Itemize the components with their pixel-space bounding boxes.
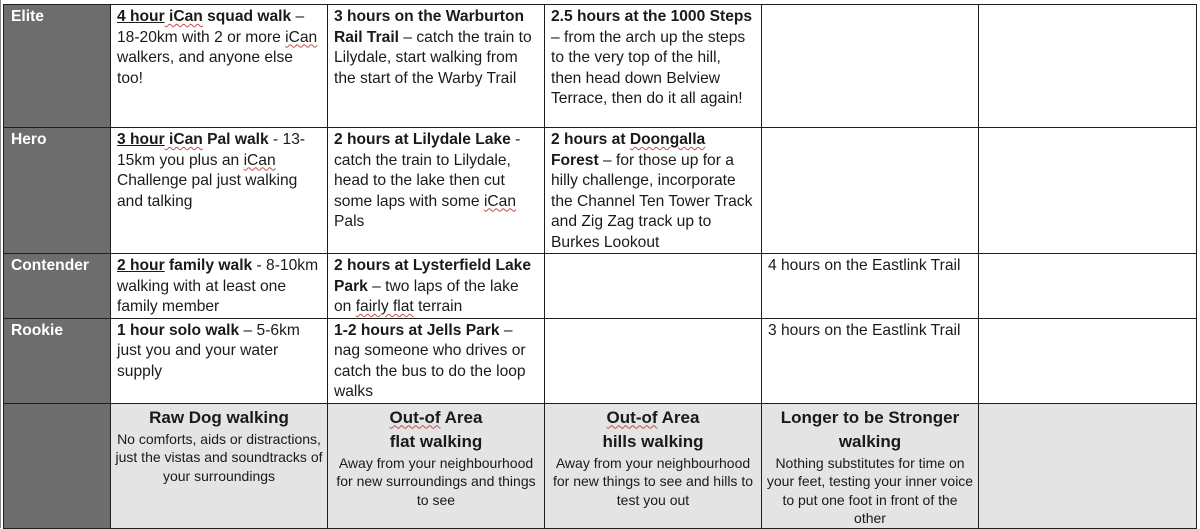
cell-rookie-2 — [328, 318, 545, 403]
cell-hero-4 — [762, 128, 979, 254]
category-description: Away from your neighbourhood for new things to see and hills to test you out — [552, 454, 753, 508]
walk-title: family walk — [164, 257, 253, 274]
category-description: No comforts, aids or distractions, just the vistas and soundtracks of your surroundings — [115, 430, 323, 484]
walk-title: 3 hours on the Warburton Rail Trail — [334, 8, 525, 46]
category-out-of-area-flat — [328, 403, 545, 528]
cell-hero-1 — [111, 128, 328, 254]
walk-brand: iCan — [164, 131, 203, 148]
cell-elite-4 — [762, 5, 979, 128]
category-description: Away from your neighbourhood for new surroundings and things to see — [336, 454, 536, 508]
walk-description: – two laps of the lake on — [334, 277, 519, 315]
walk-description: - catch the train to Lilydale, head to the lake then cut some laps with some — [334, 131, 521, 210]
row-label-contender: Contender — [4, 254, 111, 319]
walk-description: - 8-10km walking with at least one family member — [117, 257, 319, 315]
table-row-rookie — [4, 318, 1197, 403]
cell-contender-2 — [328, 254, 545, 319]
cell-contender-5 — [979, 254, 1197, 319]
walk-description-end: terrain — [413, 298, 463, 315]
footer-label-cell — [4, 403, 111, 528]
walk-description: – catch the train to Lilydale, start walking from the start of the Warby Trail — [334, 28, 532, 87]
cell-elite-2 — [328, 5, 545, 128]
walk-place: Doongalla — [629, 131, 706, 148]
category-raw-dog — [111, 403, 328, 528]
walk-title: 2.5 hours at the 1000 Steps — [551, 8, 753, 25]
cell-contender-3 — [545, 254, 762, 319]
row-label-rookie: Rookie — [4, 318, 111, 403]
category-title: Out-of Area flat walking — [389, 407, 483, 451]
category-title: Longer to be Stronger walking — [780, 407, 960, 451]
walk-title: 2 hours at Lilydale Lake — [334, 131, 511, 148]
category-description: Nothing substitutes for time on your feet, testing your inner voice to put one foot in front of the other — [766, 454, 974, 526]
category-empty — [979, 403, 1197, 528]
row-label-hero: Hero — [4, 128, 111, 254]
walk-title-end: Forest — [551, 151, 599, 169]
walk-duration: 2 hour — [117, 257, 165, 274]
cell-rookie-4: 3 hours on the Eastlink Trail — [762, 318, 979, 403]
cell-hero-5 — [979, 128, 1197, 254]
cell-hero-2 — [328, 128, 545, 254]
table-row-contender — [4, 254, 1197, 319]
cell-contender-4: 4 hours on the Eastlink Trail — [762, 254, 979, 319]
cell-elite-3 — [545, 5, 762, 128]
walk-description: – for those up for a hilly challenge, incorporate the Channel Ten Tower Track and Zig Zag track up to Burkes Lookout — [551, 151, 753, 251]
table-row-categories — [4, 403, 1197, 528]
walk-title: 2 hours at — [551, 131, 630, 148]
walk-description: – nag someone who drives or catch the bus to do the loop walks — [334, 321, 526, 400]
cell-contender-1 — [111, 254, 328, 319]
walk-brand: iCan — [164, 8, 203, 25]
walk-title: 1 hour solo walk — [117, 321, 240, 339]
walk-title: Pal walk — [202, 131, 269, 148]
walk-challenge-table — [3, 4, 1197, 529]
walk-description-end: Pals — [334, 213, 365, 230]
walk-description-end: walkers, and anyone else too! — [117, 49, 293, 87]
walk-description: – 5-6km just you and your water supply — [117, 321, 300, 380]
cell-hero-3 — [545, 128, 762, 254]
table-row-elite — [4, 5, 1197, 128]
walk-description: - 13-15km you plus an — [117, 131, 306, 169]
row-label-elite: Elite — [4, 5, 111, 128]
category-title: Out-of Area hills walking — [602, 407, 704, 451]
walk-brand-inline: iCan — [285, 28, 318, 46]
category-longer-stronger — [762, 403, 979, 528]
walk-description: – from the arch up the steps to the very top of the hill, then head down Belview Terrace, then do it all again! — [551, 28, 746, 107]
category-out-of-area-hills — [545, 403, 762, 528]
cell-elite-5 — [979, 5, 1197, 128]
walk-duration: 3 hour — [117, 131, 165, 148]
cell-rookie-3 — [545, 318, 762, 403]
walk-title: 1-2 hours at Jells Park — [334, 321, 500, 339]
walk-description-end: Challenge pal just walking and talking — [117, 172, 298, 210]
walk-brand-inline: iCan — [483, 192, 517, 210]
cell-rookie-1 — [111, 318, 328, 403]
walk-title: squad walk — [202, 8, 292, 25]
walk-description: – 18-20km with 2 or more — [117, 8, 305, 46]
cell-elite-1 — [111, 5, 328, 128]
walk-brand-inline: iCan — [243, 151, 276, 169]
walk-terrain: fairly flat — [355, 298, 414, 315]
walk-title: 2 hours at Lysterfield Lake Park — [334, 257, 532, 295]
cell-rookie-5 — [979, 318, 1197, 403]
category-title: Raw Dog walking — [149, 407, 289, 427]
walk-duration: 4 hour — [117, 8, 165, 25]
table-row-hero — [4, 128, 1197, 254]
page-left-edge — [0, 0, 1, 528]
